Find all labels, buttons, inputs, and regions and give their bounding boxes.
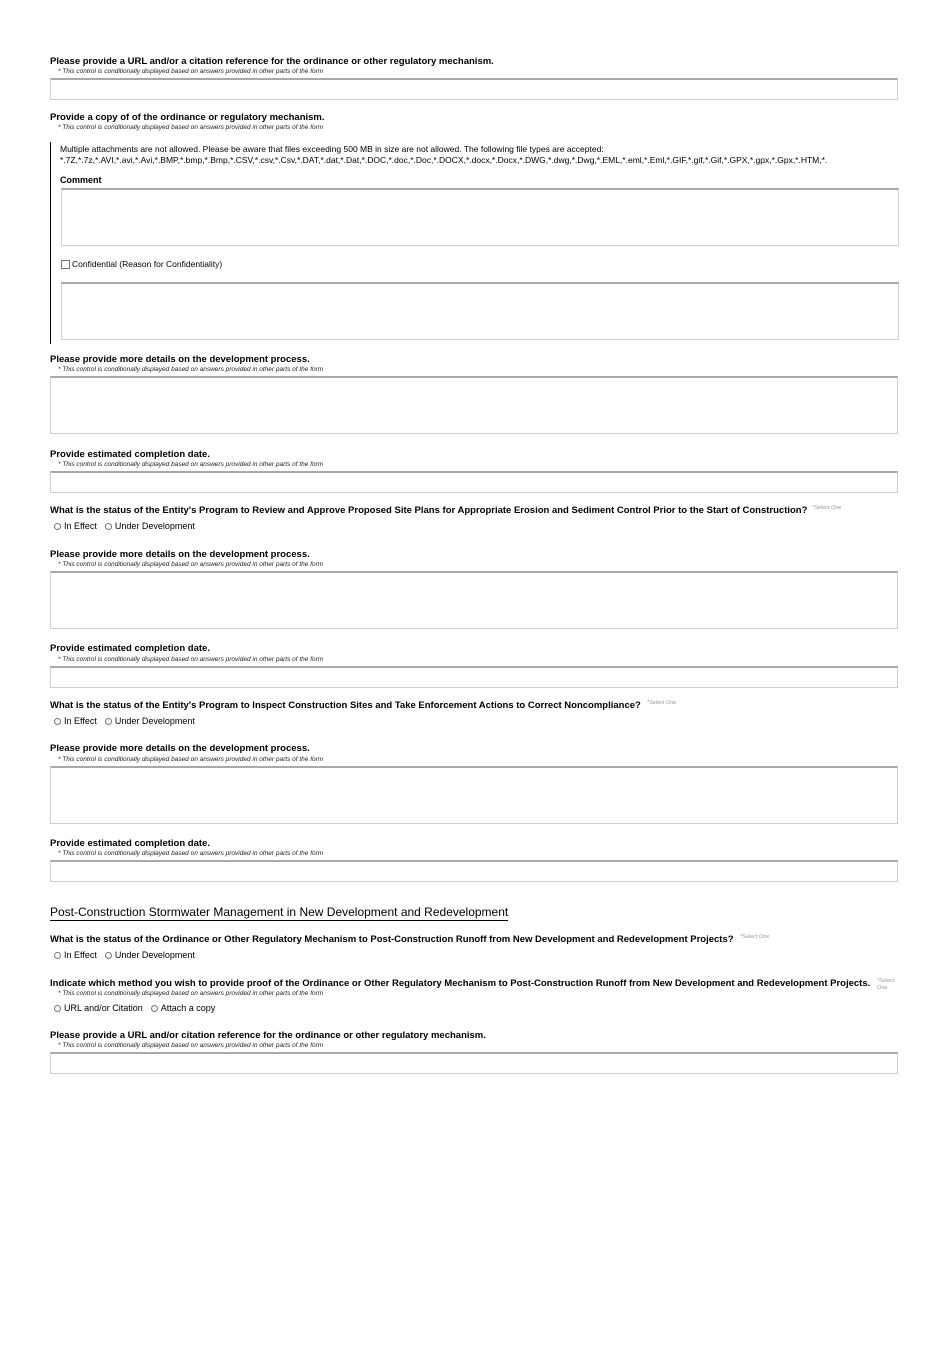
radio-circle[interactable]	[105, 523, 112, 530]
post-status-radio-group	[54, 950, 203, 960]
conditional-note: * This control is conditionally displayed based on answers provided in other parts of the form	[58, 124, 324, 131]
question-more-details: Please provide more details on the development process.	[50, 743, 310, 754]
section-title-post-construction: Post-Construction Stormwater Management in New Development and Redevelopment	[50, 905, 509, 919]
select-one-hint: *Select One	[647, 700, 677, 706]
radio-label: Under Development	[114, 521, 195, 531]
confidential-checkbox[interactable]	[61, 260, 70, 269]
comment-textarea[interactable]	[61, 188, 899, 246]
question-completion-date: Provide estimated completion date.	[50, 838, 210, 849]
conditional-note: * This control is conditionally displayed based on answers provided in other parts of the form	[58, 990, 324, 997]
radio-label: In Effect	[64, 521, 97, 531]
radio-circle[interactable]	[54, 718, 61, 725]
conditional-note: * This control is conditionally displayed based on answers provided in other parts of the form	[58, 1042, 324, 1049]
inspect-radio-group	[54, 716, 203, 726]
radio-under-development[interactable]	[105, 521, 195, 531]
select-one-hint: *Select One	[740, 934, 770, 940]
question-post-construction-status: What is the status of the Ordinance or Other Regulatory Mechanism to Post-Construction Runoff from New Development and Redevelopment Projects?	[50, 934, 734, 945]
conditional-note: * This control is conditionally displayed based on answers provided in other parts of the form	[58, 561, 324, 568]
question-more-details: Please provide more details on the development process.	[50, 549, 310, 560]
url-citation-input[interactable]	[50, 1052, 898, 1074]
more-details-textarea[interactable]	[50, 766, 898, 824]
radio-under-development[interactable]	[105, 950, 195, 960]
question-site-plans-status: What is the status of the Entity's Program to Review and Approve Proposed Site Plans for Appropriate Erosion and Sediment Control Prior to the Start of Construction?	[50, 505, 808, 516]
url-citation-input[interactable]	[50, 78, 898, 100]
conditional-note: * This control is conditionally displayed based on answers provided in other parts of the form	[58, 461, 324, 468]
site-plans-radio-group	[54, 521, 203, 531]
radio-circle[interactable]	[54, 952, 61, 959]
select-one-hint: *Select One	[812, 505, 842, 511]
radio-label: Under Development	[114, 950, 195, 960]
radio-in-effect[interactable]	[54, 521, 97, 531]
select-one-hint-line: *Select	[877, 978, 895, 984]
more-details-textarea[interactable]	[50, 376, 898, 434]
radio-label: Under Development	[114, 716, 195, 726]
question-inspect-status: What is the status of the Entity's Program to Inspect Construction Sites and Take Enforcement Actions to Correct Noncompliance?	[50, 700, 641, 711]
attachment-info: Multiple attachments are not allowed. Please be aware that files exceeding 500 MB in size are not allowed. The following file types are accepted:	[60, 144, 604, 154]
proof-method-radio-group	[54, 1003, 223, 1013]
confidential-label: Confidential (Reason for Confidentiality)	[72, 259, 223, 269]
conditional-note: * This control is conditionally displayed based on answers provided in other parts of the form	[58, 68, 324, 75]
conditional-note: * This control is conditionally displayed based on answers provided in other parts of the form	[58, 756, 324, 763]
radio-circle[interactable]	[54, 523, 61, 530]
more-details-textarea[interactable]	[50, 571, 898, 629]
radio-in-effect[interactable]	[54, 716, 97, 726]
radio-label: URL and/or Citation	[64, 1003, 143, 1013]
question-provide-copy: Provide a copy of of the ordinance or regulatory mechanism.	[50, 112, 325, 123]
completion-date-input[interactable]	[50, 860, 898, 882]
conditional-note: * This control is conditionally displayed based on answers provided in other parts of the form	[58, 850, 324, 857]
completion-date-input[interactable]	[50, 666, 898, 688]
radio-circle[interactable]	[105, 952, 112, 959]
conditional-note: * This control is conditionally displayed based on answers provided in other parts of the form	[58, 366, 324, 373]
confidential-row	[61, 259, 222, 269]
question-proof-method: Indicate which method you wish to provide proof of the Ordinance or Other Regulatory Mechanism to Post-Construction Runoff from New Development and Redevelopment Projects.	[50, 978, 871, 989]
radio-in-effect[interactable]	[54, 950, 97, 960]
attachment-panel	[50, 142, 903, 344]
radio-label: In Effect	[64, 716, 97, 726]
conditional-note: * This control is conditionally displayed based on answers provided in other parts of the form	[58, 656, 324, 663]
question-url-citation: Please provide a URL and/or a citation reference for the ordinance or other regulatory mechanism.	[50, 56, 494, 67]
comment-label: Comment	[60, 175, 102, 185]
question-more-details: Please provide more details on the development process.	[50, 354, 310, 365]
radio-url-citation[interactable]	[54, 1003, 143, 1013]
radio-under-development[interactable]	[105, 716, 195, 726]
question-completion-date: Provide estimated completion date.	[50, 643, 210, 654]
radio-label: Attach a copy	[160, 1003, 216, 1013]
select-one-hint	[877, 978, 894, 992]
confidential-reason-textarea[interactable]	[61, 282, 899, 340]
radio-label: In Effect	[64, 950, 97, 960]
select-one-hint-line: One	[877, 985, 888, 991]
question-completion-date: Provide estimated completion date.	[50, 449, 210, 460]
radio-attach-copy[interactable]	[151, 1003, 216, 1013]
radio-circle[interactable]	[105, 718, 112, 725]
radio-circle[interactable]	[54, 1005, 61, 1012]
question-url-citation: Please provide a URL and/or citation reference for the ordinance or other regulatory mechanism.	[50, 1030, 486, 1041]
completion-date-input[interactable]	[50, 471, 898, 493]
radio-circle[interactable]	[151, 1005, 158, 1012]
accepted-file-types: *.7Z,*.7z,*.AVI,*.avi,*.Avi,*.BMP,*.bmp,*.Bmp,*.CSV,*.csv,*.Csv,*.DAT,*.dat,*.Dat,*.DOC,*.doc,*.Doc,*.DOCX,*.docx,*.Docx,*.DWG,*.dwg,*.Dwg,*.EML,*.eml,*.Eml,*.GIF,*.gif,*.Gif,*.GPX,*.gpx,*.Gpx,*.HTM,*.	[60, 155, 828, 165]
